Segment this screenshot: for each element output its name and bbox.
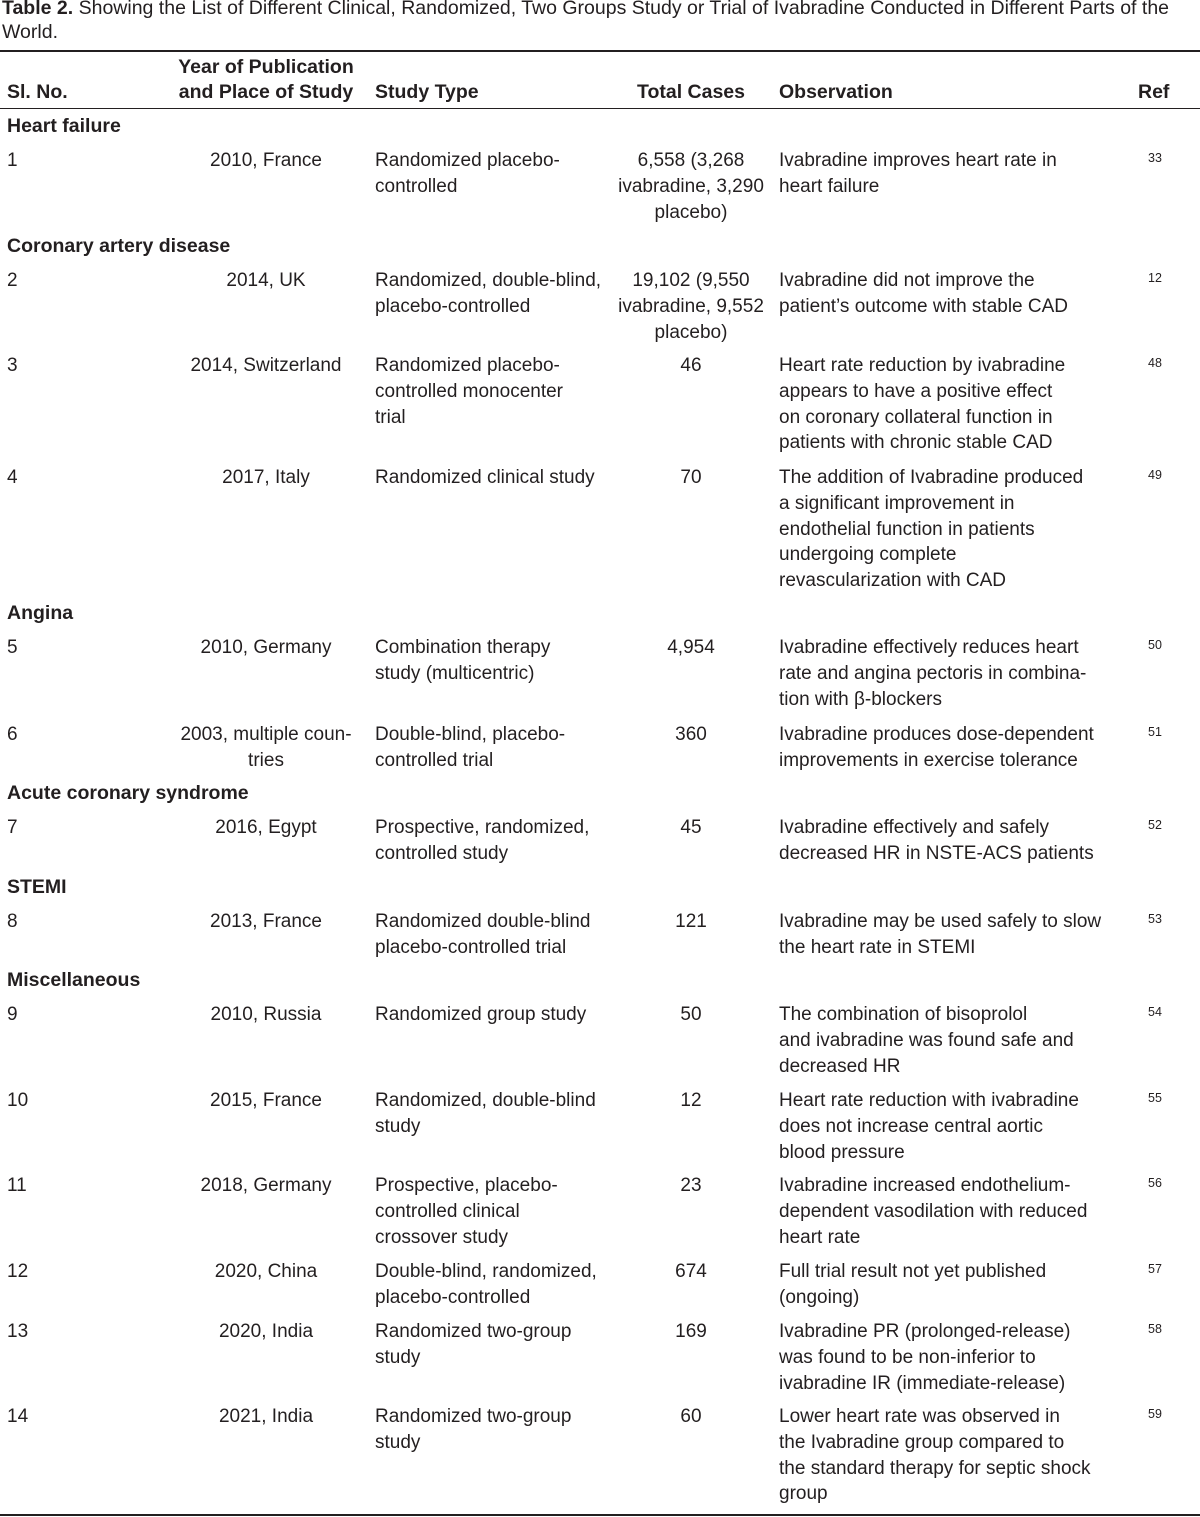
header-rule <box>0 108 1200 109</box>
cell-observation-line: blood pressure <box>779 1141 905 1163</box>
cell-ref: 59 <box>1148 1407 1162 1421</box>
cell-year-place-line: 2021, India <box>218 1406 314 1427</box>
cell-study-type <box>375 1173 558 1250</box>
cell-observation-line: the Ivabradine group compared to <box>779 1431 1065 1453</box>
cell-ref: 51 <box>1148 725 1162 739</box>
cell-total-cases <box>606 353 776 379</box>
cell-year-place-line: 2010, Russia <box>210 1004 322 1025</box>
header-year-line1: Year of Publication <box>178 56 354 78</box>
cell-total-cases-line: 674 <box>675 1261 707 1282</box>
cell-year-place-line: tries <box>248 749 284 771</box>
cell-study-type <box>375 148 560 200</box>
cell-total-cases-line: placebo) <box>654 321 728 343</box>
cell-observation-line: endothelial function in patients <box>779 518 1035 540</box>
cell-total-cases-line: 12 <box>680 1090 702 1111</box>
cell-observation-line: Ivabradine produces dose-dependent <box>779 724 1094 745</box>
cell-study-type-line: controlled <box>375 175 458 197</box>
cell-observation <box>779 1259 1046 1311</box>
cell-ref: 53 <box>1148 912 1162 926</box>
cell-total-cases <box>606 1002 776 1028</box>
cell-total-cases-line: 60 <box>680 1406 702 1427</box>
cell-year-place <box>166 909 366 935</box>
cell-sl-no: 10 <box>7 1090 29 1111</box>
cell-observation-line: a significant improvement in <box>779 492 1015 514</box>
header-ref: Ref <box>1138 81 1170 103</box>
header-sl-no: Sl. No. <box>7 81 68 103</box>
cell-total-cases-line: 50 <box>680 1004 702 1025</box>
cell-ref: 52 <box>1148 818 1162 832</box>
cell-ref: 58 <box>1148 1322 1162 1336</box>
cell-year-place-line: 2013, France <box>210 911 322 932</box>
header-year-line2: and Place of Study <box>178 81 354 103</box>
cell-study-type <box>375 1002 586 1028</box>
cell-year-place-line: 2015, France <box>210 1090 322 1111</box>
cell-study-type-line: placebo-controlled <box>375 295 531 317</box>
cell-year-place <box>166 815 366 841</box>
cell-study-type-line: study <box>375 1115 421 1137</box>
cell-year-place <box>166 1002 366 1028</box>
cell-observation-line: patients with chronic stable CAD <box>779 432 1053 454</box>
cell-year-place <box>166 1088 366 1114</box>
cell-total-cases <box>606 1404 776 1430</box>
cell-observation-line: Ivabradine did not improve the <box>779 270 1035 291</box>
cell-total-cases <box>606 815 776 841</box>
cell-year-place <box>166 465 366 491</box>
cell-observation-line: heart rate <box>779 1226 861 1248</box>
cell-year-place <box>166 353 366 379</box>
cell-total-cases <box>606 465 776 491</box>
caption-text: Showing the List of Different Clinical, Randomized, Two Groups Study or Trial of Ivabradine Conducted in Different Parts of the World. <box>2 0 1170 43</box>
cell-study-type <box>375 1404 571 1456</box>
cell-study-type-line: Randomized clinical study <box>375 467 595 488</box>
caption-label: Table 2. <box>2 0 74 19</box>
cell-total-cases <box>606 148 776 225</box>
cell-study-type-line: Double-blind, randomized, <box>375 1261 597 1282</box>
cell-study-type <box>375 815 589 867</box>
cell-study-type-line: study (multicentric) <box>375 662 535 684</box>
cell-study-type <box>375 909 590 961</box>
cell-observation-line: Ivabradine increased endothelium- <box>779 1175 1071 1196</box>
cell-observation-line: Lower heart rate was observed in <box>779 1406 1060 1427</box>
cell-total-cases-line: 19,102 (9,550 <box>632 270 750 291</box>
cell-year-place-line: 2020, India <box>218 1321 314 1342</box>
cell-ref: 33 <box>1148 151 1162 165</box>
top-rule <box>0 50 1200 52</box>
cell-observation-line: revascularization with CAD <box>779 570 1007 592</box>
cell-study-type <box>375 635 550 687</box>
cell-sl-no: 8 <box>7 911 18 932</box>
cell-observation-line: decreased HR <box>779 1055 901 1077</box>
cell-sl-no: 11 <box>7 1175 27 1196</box>
cell-total-cases-line: ivabradine, 3,290 <box>618 175 764 197</box>
cell-observation-line: the standard therapy for septic shock <box>779 1457 1091 1479</box>
cell-total-cases <box>606 1319 776 1345</box>
cell-observation-line: Heart rate reduction by ivabradine <box>779 355 1066 376</box>
cell-total-cases <box>606 722 776 748</box>
cell-observation-line: decreased HR in NSTE-ACS patients <box>779 842 1094 864</box>
cell-study-type-line: controlled trial <box>375 749 494 771</box>
group-heading: Acute coronary syndrome <box>7 782 249 804</box>
cell-total-cases-line: 45 <box>680 817 702 838</box>
cell-observation <box>779 815 1094 867</box>
cell-sl-no: 3 <box>7 355 18 376</box>
cell-observation-line: dependent vasodilation with reduced <box>779 1200 1088 1222</box>
bottom-rule <box>0 1514 1200 1516</box>
cell-total-cases-line: 360 <box>675 724 707 745</box>
cell-study-type-line: study <box>375 1346 421 1368</box>
cell-study-type-line: Combination therapy <box>375 637 551 658</box>
cell-observation-line: the heart rate in STEMI <box>779 936 976 958</box>
cell-year-place <box>166 268 366 294</box>
cell-observation-line: The addition of Ivabradine produced <box>779 467 1084 488</box>
cell-total-cases <box>606 268 776 345</box>
cell-study-type-line: Prospective, randomized, <box>375 817 590 838</box>
cell-study-type-line: study <box>375 1431 421 1453</box>
cell-sl-no: 13 <box>7 1321 29 1342</box>
cell-year-place <box>166 722 366 774</box>
cell-observation-line: on coronary collateral function in <box>779 406 1053 428</box>
cell-sl-no: 2 <box>7 270 18 291</box>
cell-study-type-line: Randomized two-group <box>375 1406 572 1427</box>
group-heading: Miscellaneous <box>7 969 141 991</box>
cell-study-type-line: Prospective, placebo- <box>375 1175 558 1196</box>
cell-observation <box>779 1173 1087 1250</box>
cell-study-type <box>375 1259 597 1311</box>
cell-observation <box>779 268 1068 320</box>
cell-observation <box>779 909 1101 961</box>
cell-observation-line: Ivabradine effectively reduces heart <box>779 637 1079 658</box>
cell-year-place <box>166 1259 366 1285</box>
cell-year-place-line: 2016, Egypt <box>215 817 317 838</box>
cell-observation <box>779 353 1065 456</box>
cell-year-place-line: 2010, Germany <box>200 637 332 658</box>
cell-observation-line: and ivabradine was found safe and <box>779 1029 1074 1051</box>
cell-observation-line: ivabradine IR (immediate-release) <box>779 1372 1066 1394</box>
cell-year-place <box>166 1319 366 1345</box>
cell-observation <box>779 722 1094 774</box>
cell-year-place-line: 2020, China <box>214 1261 318 1282</box>
cell-total-cases <box>606 1259 776 1285</box>
cell-study-type-line: Randomized, double-blind, <box>375 270 602 291</box>
cell-study-type <box>375 353 563 430</box>
cell-ref: 49 <box>1148 468 1162 482</box>
header-study-type: Study Type <box>375 81 479 103</box>
cell-study-type-line: Randomized placebo- <box>375 355 560 376</box>
cell-total-cases-line: 23 <box>680 1175 702 1196</box>
cell-observation <box>779 1002 1074 1079</box>
cell-study-type-line: controlled monocenter <box>375 380 563 402</box>
cell-observation-line: undergoing complete <box>779 544 957 566</box>
cell-sl-no: 4 <box>7 467 18 488</box>
cell-observation <box>779 635 1086 712</box>
cell-total-cases-line: placebo) <box>654 201 728 223</box>
cell-ref: 54 <box>1148 1005 1162 1019</box>
cell-observation-line: Full trial result not yet published <box>779 1261 1047 1282</box>
cell-total-cases-line: 169 <box>675 1321 707 1342</box>
cell-observation-line: (ongoing) <box>779 1286 860 1308</box>
cell-observation-line: Ivabradine improves heart rate in <box>779 150 1057 171</box>
group-heading: Heart failure <box>7 115 121 137</box>
cell-observation-line: Ivabradine effectively and safely <box>779 817 1050 838</box>
cell-study-type <box>375 722 565 774</box>
cell-year-place <box>166 635 366 661</box>
cell-observation-line: appears to have a positive effect <box>779 380 1053 402</box>
cell-ref: 12 <box>1148 271 1162 285</box>
cell-study-type-line: Randomized group study <box>375 1004 587 1025</box>
cell-observation-line: The combination of bisoprolol <box>779 1004 1028 1025</box>
cell-total-cases-line: 6,558 (3,268 <box>637 150 745 171</box>
cell-study-type <box>375 1319 571 1371</box>
cell-sl-no: 12 <box>7 1261 29 1282</box>
cell-sl-no: 7 <box>7 817 18 838</box>
cell-observation <box>779 1404 1091 1507</box>
cell-total-cases-line: 70 <box>680 467 702 488</box>
cell-study-type-line: Randomized two-group <box>375 1321 572 1342</box>
cell-ref: 50 <box>1148 638 1162 652</box>
cell-study-type-line: crossover study <box>375 1226 509 1248</box>
cell-sl-no: 1 <box>7 150 18 171</box>
cell-study-type-line: Randomized double-blind <box>375 911 591 932</box>
cell-observation <box>779 1088 1079 1165</box>
cell-ref: 57 <box>1148 1262 1162 1276</box>
cell-observation-line: group <box>779 1483 828 1505</box>
cell-sl-no: 14 <box>7 1406 29 1427</box>
cell-study-type-line: controlled clinical <box>375 1200 520 1222</box>
cell-observation-line: does not increase central aortic <box>779 1115 1044 1137</box>
cell-observation-line: tion with β-blockers <box>779 688 942 710</box>
cell-year-place-line: 2014, Switzerland <box>190 355 342 376</box>
cell-year-place-line: 2003, multiple coun- <box>180 724 352 745</box>
cell-study-type-line: Randomized, double-blind <box>375 1090 596 1111</box>
cell-year-place-line: 2010, France <box>210 150 322 171</box>
cell-study-type-line: placebo-controlled trial <box>375 936 567 958</box>
cell-total-cases-line: 121 <box>675 911 707 932</box>
cell-observation-line: was found to be non-inferior to <box>779 1346 1036 1368</box>
cell-observation-line: heart failure <box>779 175 880 197</box>
cell-total-cases <box>606 1173 776 1199</box>
cell-observation <box>779 465 1083 594</box>
cell-study-type-line: controlled study <box>375 842 509 864</box>
cell-year-place-line: 2017, Italy <box>222 467 310 488</box>
cell-observation-line: rate and angina pectoris in combina- <box>779 662 1087 684</box>
cell-study-type-line: trial <box>375 406 406 428</box>
cell-observation <box>779 1319 1071 1396</box>
cell-observation-line: Ivabradine PR (prolonged-release) <box>779 1321 1071 1342</box>
header-observation: Observation <box>779 81 893 103</box>
cell-study-type-line: placebo-controlled <box>375 1286 531 1308</box>
header-total-cases: Total Cases <box>636 81 745 103</box>
cell-ref: 48 <box>1148 356 1162 370</box>
cell-study-type <box>375 465 595 491</box>
cell-total-cases <box>606 1088 776 1114</box>
cell-study-type <box>375 268 601 320</box>
cell-year-place-line: 2018, Germany <box>200 1175 332 1196</box>
cell-year-place-line: 2014, UK <box>226 270 306 291</box>
cell-observation-line: patient’s outcome with stable CAD <box>779 295 1069 317</box>
cell-sl-no: 6 <box>7 724 18 745</box>
cell-year-place <box>166 148 366 174</box>
cell-total-cases <box>606 635 776 661</box>
table-caption <box>2 0 1198 44</box>
group-heading: Angina <box>7 602 74 624</box>
cell-total-cases-line: 46 <box>680 355 702 376</box>
cell-observation-line: Heart rate reduction with ivabradine <box>779 1090 1079 1111</box>
cell-year-place <box>166 1404 366 1430</box>
cell-observation <box>779 148 1057 200</box>
header-year-place <box>166 55 366 105</box>
cell-total-cases <box>606 909 776 935</box>
cell-total-cases-line: ivabradine, 9,552 <box>618 295 764 317</box>
cell-study-type-line: Double-blind, placebo- <box>375 724 566 745</box>
group-heading: Coronary artery disease <box>7 235 231 257</box>
cell-ref: 55 <box>1148 1091 1162 1105</box>
cell-sl-no: 9 <box>7 1004 18 1025</box>
cell-study-type-line: Randomized placebo- <box>375 150 560 171</box>
cell-year-place <box>166 1173 366 1199</box>
cell-observation-line: Ivabradine may be used safely to slow <box>779 911 1102 932</box>
cell-sl-no: 5 <box>7 637 18 658</box>
cell-study-type <box>375 1088 596 1140</box>
cell-total-cases-line: 4,954 <box>667 637 715 658</box>
cell-ref: 56 <box>1148 1176 1162 1190</box>
group-heading: STEMI <box>7 876 67 898</box>
cell-observation-line: improvements in exercise tolerance <box>779 749 1078 771</box>
